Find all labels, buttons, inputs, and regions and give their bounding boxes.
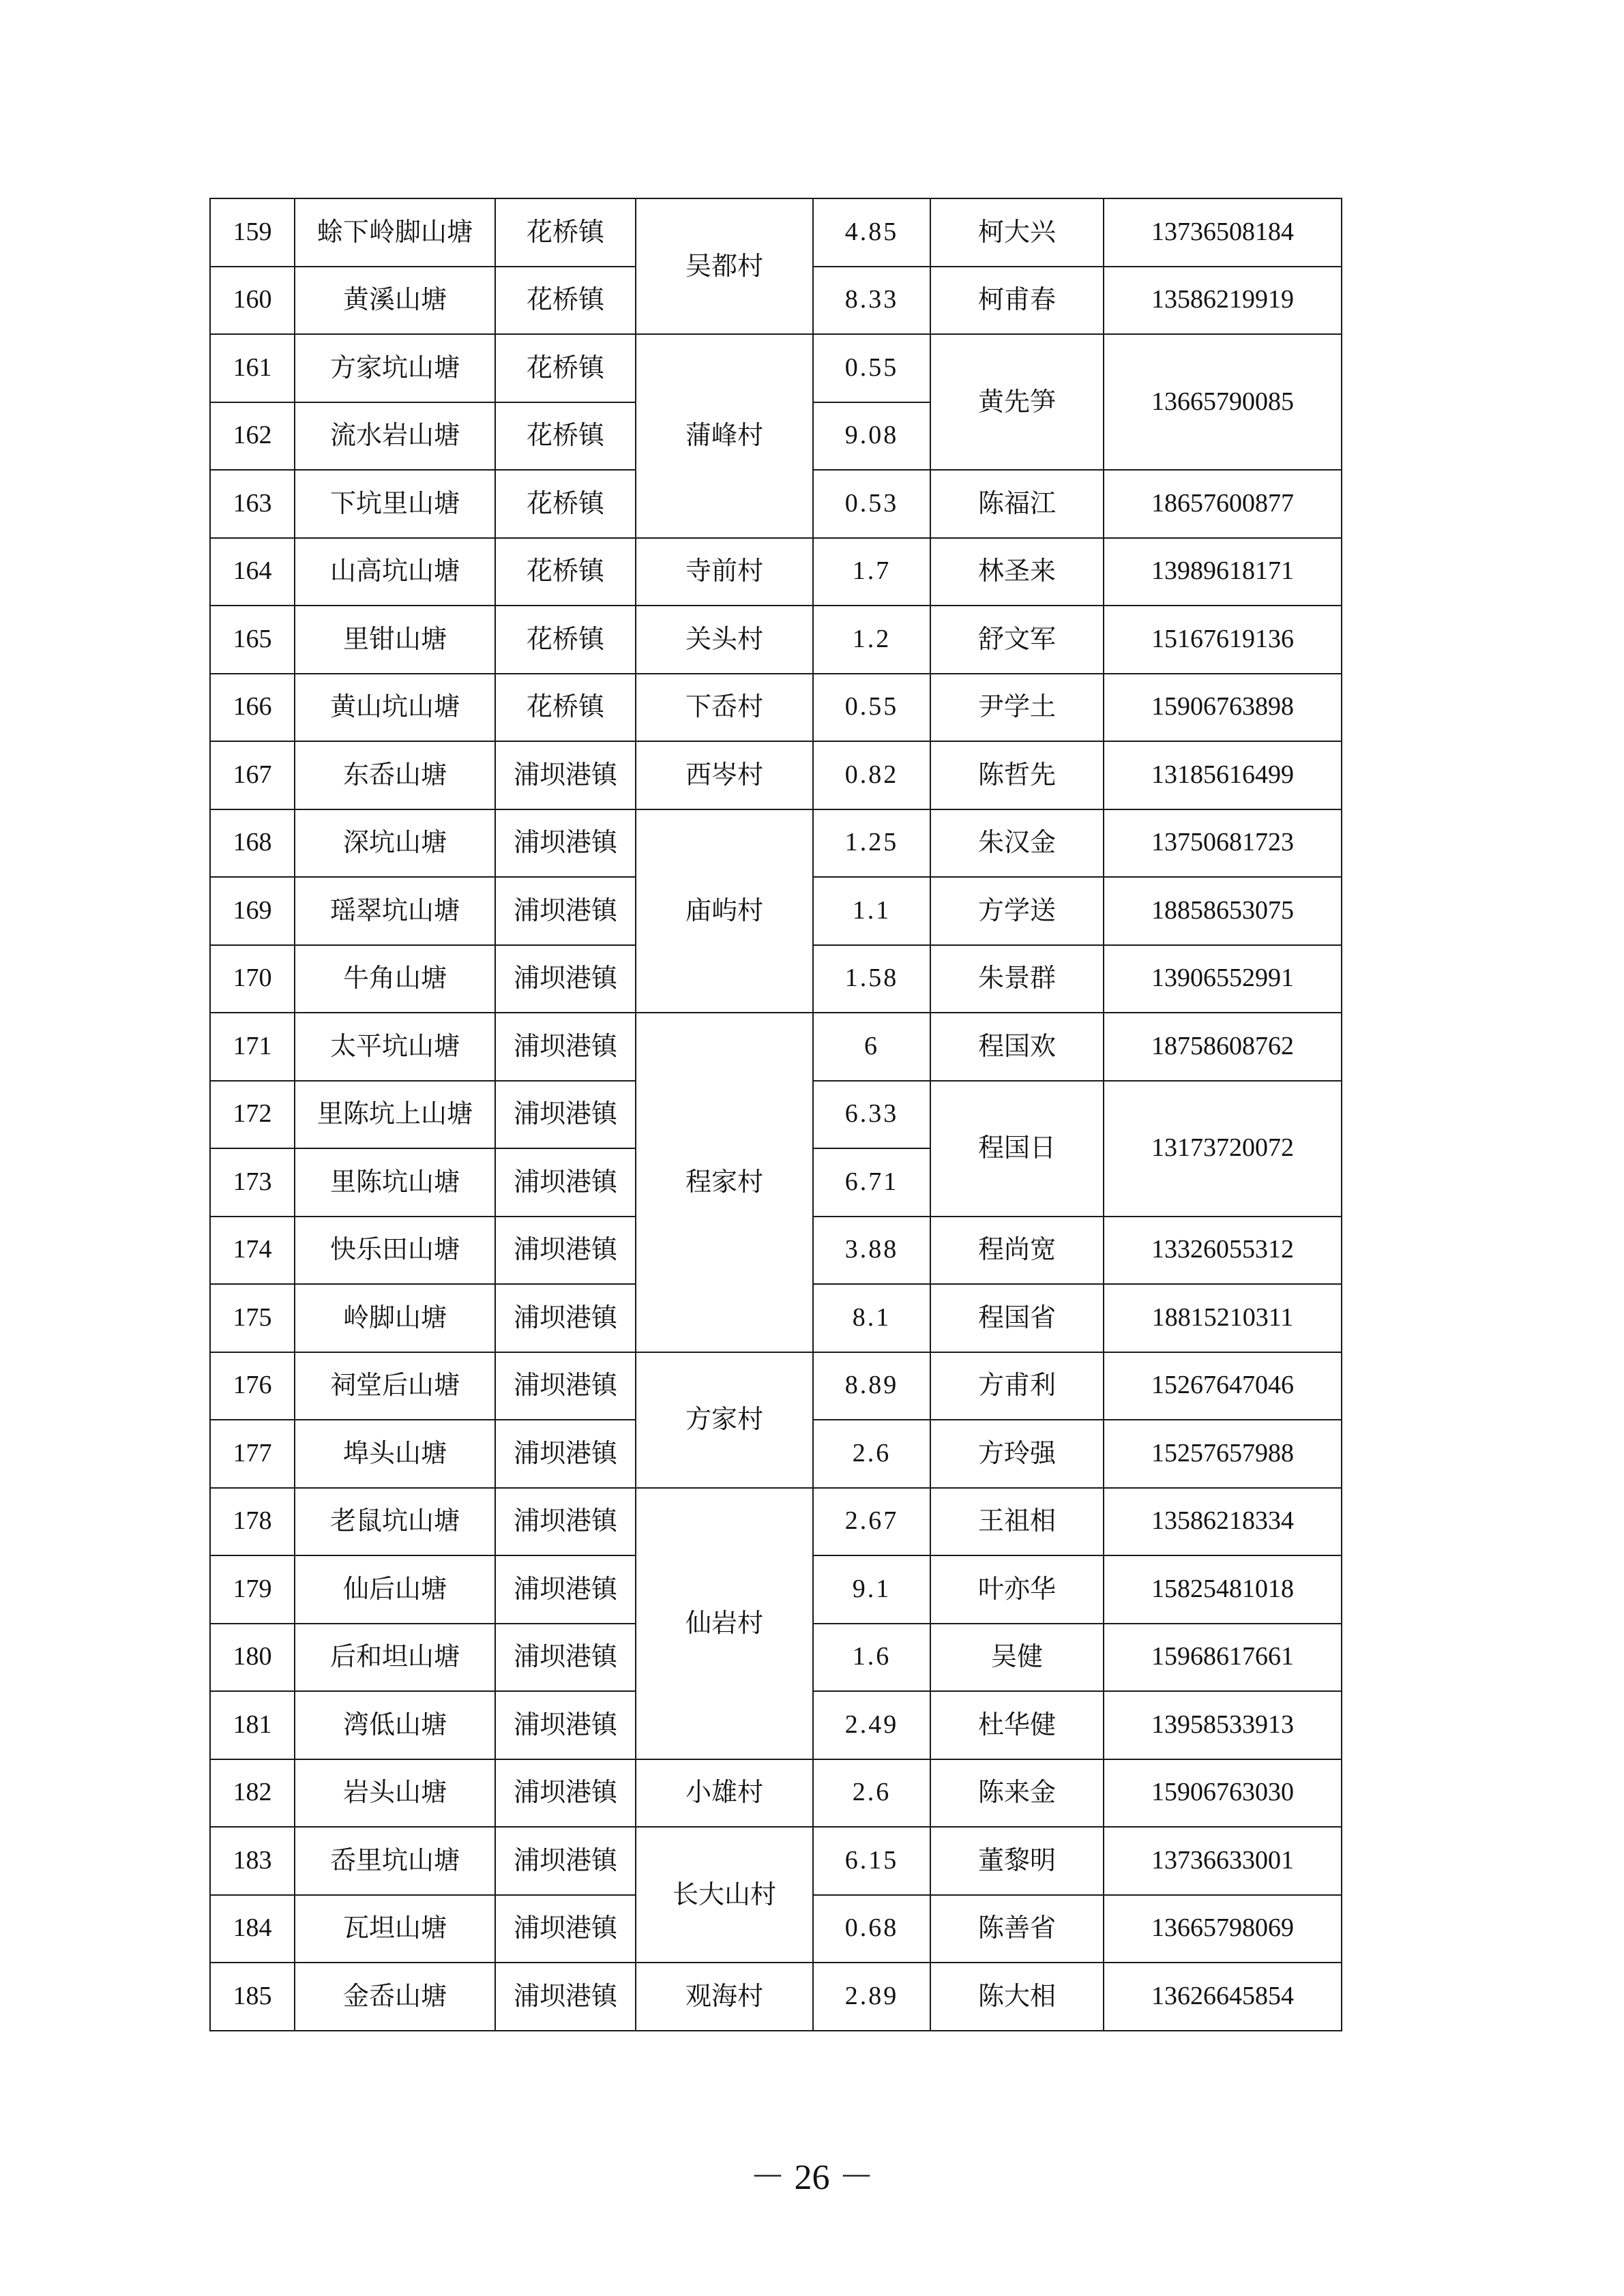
contact-person: 尹学土 <box>930 674 1104 742</box>
town-name: 浦坝港镇 <box>495 1827 636 1895</box>
reservoir-name: 下坑里山塘 <box>295 470 495 538</box>
town-name: 浦坝港镇 <box>495 1081 636 1149</box>
contact-person: 柯甫春 <box>930 267 1104 335</box>
contact-phone: 13586218334 <box>1104 1488 1342 1556</box>
reservoir-name: 瑶翠坑山塘 <box>295 877 495 945</box>
reservoir-name: 蜍下岭脚山塘 <box>295 198 495 267</box>
town-name: 浦坝港镇 <box>495 1624 636 1692</box>
table-row <box>210 674 1342 742</box>
contact-phone: 13665790085 <box>1104 334 1342 470</box>
contact-person: 陈大相 <box>930 1963 1104 2031</box>
capacity-value: 6.33 <box>813 1081 930 1149</box>
row-number: 177 <box>210 1420 295 1488</box>
village-name: 吴都村 <box>636 198 813 334</box>
town-name: 花桥镇 <box>495 267 636 335</box>
row-number: 160 <box>210 267 295 335</box>
village-name: 观海村 <box>636 1963 813 2031</box>
table-row <box>210 1352 1342 1420</box>
contact-phone: 15906763030 <box>1104 1759 1342 1828</box>
reservoir-name: 里陈坑山塘 <box>295 1148 495 1217</box>
contact-person: 陈福江 <box>930 470 1104 538</box>
capacity-value: 2.89 <box>813 1963 930 2031</box>
contact-person: 方学送 <box>930 877 1104 945</box>
town-name: 花桥镇 <box>495 538 636 606</box>
town-name: 花桥镇 <box>495 470 636 538</box>
capacity-value: 6.71 <box>813 1148 930 1217</box>
row-number: 164 <box>210 538 295 606</box>
contact-phone: 13586219919 <box>1104 267 1342 335</box>
contact-person: 舒文军 <box>930 606 1104 674</box>
town-name: 花桥镇 <box>495 198 636 267</box>
reservoir-name: 黄山坑山塘 <box>295 674 495 742</box>
row-number: 170 <box>210 945 295 1013</box>
contact-person: 杜华健 <box>930 1691 1104 1759</box>
table-row <box>210 538 1342 606</box>
capacity-value: 8.1 <box>813 1284 930 1352</box>
table-body <box>210 198 1342 2031</box>
town-name: 花桥镇 <box>495 606 636 674</box>
contact-phone: 13989618171 <box>1104 538 1342 606</box>
reservoir-name: 里钳山塘 <box>295 606 495 674</box>
town-name: 浦坝港镇 <box>495 1013 636 1081</box>
contact-phone: 18858653075 <box>1104 877 1342 945</box>
page-number: － 26 － <box>750 2158 874 2197</box>
contact-person: 叶亦华 <box>930 1555 1104 1624</box>
contact-phone: 13326055312 <box>1104 1217 1342 1285</box>
reservoir-name: 东岙山塘 <box>295 741 495 809</box>
town-name: 浦坝港镇 <box>495 1691 636 1759</box>
row-number: 178 <box>210 1488 295 1556</box>
capacity-value: 1.58 <box>813 945 930 1013</box>
row-number: 179 <box>210 1555 295 1624</box>
village-name: 庙屿村 <box>636 809 813 1013</box>
row-number: 159 <box>210 198 295 267</box>
reservoir-name: 黄溪山塘 <box>295 267 495 335</box>
reservoir-name: 湾低山塘 <box>295 1691 495 1759</box>
contact-person: 王祖相 <box>930 1488 1104 1556</box>
row-number: 165 <box>210 606 295 674</box>
table-row <box>210 334 1342 402</box>
contact-person: 陈来金 <box>930 1759 1104 1828</box>
town-name: 浦坝港镇 <box>495 945 636 1013</box>
town-name: 浦坝港镇 <box>495 809 636 878</box>
capacity-value: 3.88 <box>813 1217 930 1285</box>
reservoir-name: 牛角山塘 <box>295 945 495 1013</box>
capacity-value: 1.7 <box>813 538 930 606</box>
reservoir-name: 瓦坦山塘 <box>295 1895 495 1963</box>
table-row <box>210 1827 1342 1895</box>
contact-phone: 15906763898 <box>1104 674 1342 742</box>
row-number: 172 <box>210 1081 295 1149</box>
table-row <box>210 1963 1342 2031</box>
town-name: 花桥镇 <box>495 402 636 471</box>
table-row <box>210 809 1342 878</box>
reservoir-name: 里陈坑上山塘 <box>295 1081 495 1149</box>
capacity-value: 6 <box>813 1013 930 1081</box>
row-number: 184 <box>210 1895 295 1963</box>
village-name: 仙岩村 <box>636 1488 813 1759</box>
village-name: 关头村 <box>636 606 813 674</box>
capacity-value: 0.68 <box>813 1895 930 1963</box>
contact-phone: 18758608762 <box>1104 1013 1342 1081</box>
town-name: 浦坝港镇 <box>495 1420 636 1488</box>
town-name: 浦坝港镇 <box>495 877 636 945</box>
town-name: 浦坝港镇 <box>495 1284 636 1352</box>
reservoir-name: 方家坑山塘 <box>295 334 495 402</box>
contact-person: 程尚宽 <box>930 1217 1104 1285</box>
contact-person: 方甫利 <box>930 1352 1104 1420</box>
village-name: 程家村 <box>636 1013 813 1352</box>
contact-person: 程国欢 <box>930 1013 1104 1081</box>
contact-person: 吴健 <box>930 1624 1104 1692</box>
contact-phone: 13958533913 <box>1104 1691 1342 1759</box>
reservoir-name: 金岙山塘 <box>295 1963 495 2031</box>
table-row <box>210 1488 1342 1556</box>
reservoir-name: 快乐田山塘 <box>295 1217 495 1285</box>
town-name: 浦坝港镇 <box>495 1352 636 1420</box>
row-number: 173 <box>210 1148 295 1217</box>
reservoir-name: 老鼠坑山塘 <box>295 1488 495 1556</box>
capacity-value: 6.15 <box>813 1827 930 1895</box>
table-row <box>210 606 1342 674</box>
contact-person: 陈善省 <box>930 1895 1104 1963</box>
town-name: 浦坝港镇 <box>495 1217 636 1285</box>
capacity-value: 9.1 <box>813 1555 930 1624</box>
village-name: 下岙村 <box>636 674 813 742</box>
contact-phone: 18657600877 <box>1104 470 1342 538</box>
reservoir-name: 埠头山塘 <box>295 1420 495 1488</box>
contact-person: 林圣来 <box>930 538 1104 606</box>
contact-person: 朱景群 <box>930 945 1104 1013</box>
contact-person: 陈哲先 <box>930 741 1104 809</box>
row-number: 163 <box>210 470 295 538</box>
reservoir-name: 山高坑山塘 <box>295 538 495 606</box>
reservoir-name: 仙后山塘 <box>295 1555 495 1624</box>
capacity-value: 8.33 <box>813 267 930 335</box>
row-number: 174 <box>210 1217 295 1285</box>
contact-phone: 15968617661 <box>1104 1624 1342 1692</box>
capacity-value: 2.67 <box>813 1488 930 1556</box>
row-number: 168 <box>210 809 295 878</box>
reservoir-name: 岭脚山塘 <box>295 1284 495 1352</box>
row-number: 182 <box>210 1759 295 1828</box>
contact-phone: 15825481018 <box>1104 1555 1342 1624</box>
capacity-value: 0.82 <box>813 741 930 809</box>
reservoir-name: 流水岩山塘 <box>295 402 495 471</box>
town-name: 浦坝港镇 <box>495 1148 636 1217</box>
row-number: 176 <box>210 1352 295 1420</box>
village-name: 小雄村 <box>636 1759 813 1828</box>
reservoir-name: 后和坦山塘 <box>295 1624 495 1692</box>
table-row <box>210 1013 1342 1081</box>
table-row <box>210 198 1342 267</box>
capacity-value: 1.25 <box>813 809 930 878</box>
reservoir-name: 岙里坑山塘 <box>295 1827 495 1895</box>
capacity-value: 4.85 <box>813 198 930 267</box>
contact-person: 程国日 <box>930 1081 1104 1217</box>
town-name: 浦坝港镇 <box>495 1555 636 1624</box>
capacity-value: 8.89 <box>813 1352 930 1420</box>
table-row <box>210 741 1342 809</box>
contact-phone: 13906552991 <box>1104 945 1342 1013</box>
contact-phone: 15267647046 <box>1104 1352 1342 1420</box>
reservoir-name: 太平坑山塘 <box>295 1013 495 1081</box>
row-number: 161 <box>210 334 295 402</box>
town-name: 浦坝港镇 <box>495 1488 636 1556</box>
row-number: 180 <box>210 1624 295 1692</box>
reservoir-name: 岩头山塘 <box>295 1759 495 1828</box>
capacity-value: 2.6 <box>813 1420 930 1488</box>
contact-phone: 13750681723 <box>1104 809 1342 878</box>
row-number: 169 <box>210 877 295 945</box>
capacity-value: 1.2 <box>813 606 930 674</box>
row-number: 181 <box>210 1691 295 1759</box>
capacity-value: 0.55 <box>813 674 930 742</box>
reservoir-name: 深坑山塘 <box>295 809 495 878</box>
contact-person: 程国省 <box>930 1284 1104 1352</box>
contact-person: 黄先笋 <box>930 334 1104 470</box>
capacity-value: 0.53 <box>813 470 930 538</box>
contact-phone: 13173720072 <box>1104 1081 1342 1217</box>
capacity-value: 2.6 <box>813 1759 930 1828</box>
row-number: 185 <box>210 1963 295 2031</box>
town-name: 浦坝港镇 <box>495 1963 636 2031</box>
row-number: 175 <box>210 1284 295 1352</box>
row-number: 167 <box>210 741 295 809</box>
row-number: 162 <box>210 402 295 471</box>
reservoir-table <box>209 198 1342 2031</box>
town-name: 花桥镇 <box>495 334 636 402</box>
contact-phone: 13185616499 <box>1104 741 1342 809</box>
row-number: 183 <box>210 1827 295 1895</box>
town-name: 浦坝港镇 <box>495 741 636 809</box>
town-name: 浦坝港镇 <box>495 1759 636 1828</box>
contact-phone: 13665798069 <box>1104 1895 1342 1963</box>
contact-person: 董黎明 <box>930 1827 1104 1895</box>
row-number: 166 <box>210 674 295 742</box>
town-name: 花桥镇 <box>495 674 636 742</box>
table-row <box>210 1759 1342 1828</box>
capacity-value: 0.55 <box>813 334 930 402</box>
village-name: 寺前村 <box>636 538 813 606</box>
contact-phone: 15167619136 <box>1104 606 1342 674</box>
contact-phone: 15257657988 <box>1104 1420 1342 1488</box>
town-name: 浦坝港镇 <box>495 1895 636 1963</box>
contact-phone: 18815210311 <box>1104 1284 1342 1352</box>
capacity-value: 2.49 <box>813 1691 930 1759</box>
capacity-value: 1.6 <box>813 1624 930 1692</box>
contact-phone: 13736633001 <box>1104 1827 1342 1895</box>
capacity-value: 1.1 <box>813 877 930 945</box>
capacity-value: 9.08 <box>813 402 930 471</box>
village-name: 蒲峰村 <box>636 334 813 538</box>
village-name: 西岑村 <box>636 741 813 809</box>
row-number: 171 <box>210 1013 295 1081</box>
contact-person: 方玲强 <box>930 1420 1104 1488</box>
contact-phone: 13626645854 <box>1104 1963 1342 2031</box>
contact-person: 柯大兴 <box>930 198 1104 267</box>
contact-phone: 13736508184 <box>1104 198 1342 267</box>
reservoir-name: 祠堂后山塘 <box>295 1352 495 1420</box>
village-name: 方家村 <box>636 1352 813 1488</box>
village-name: 长大山村 <box>636 1827 813 1963</box>
contact-person: 朱汉金 <box>930 809 1104 878</box>
